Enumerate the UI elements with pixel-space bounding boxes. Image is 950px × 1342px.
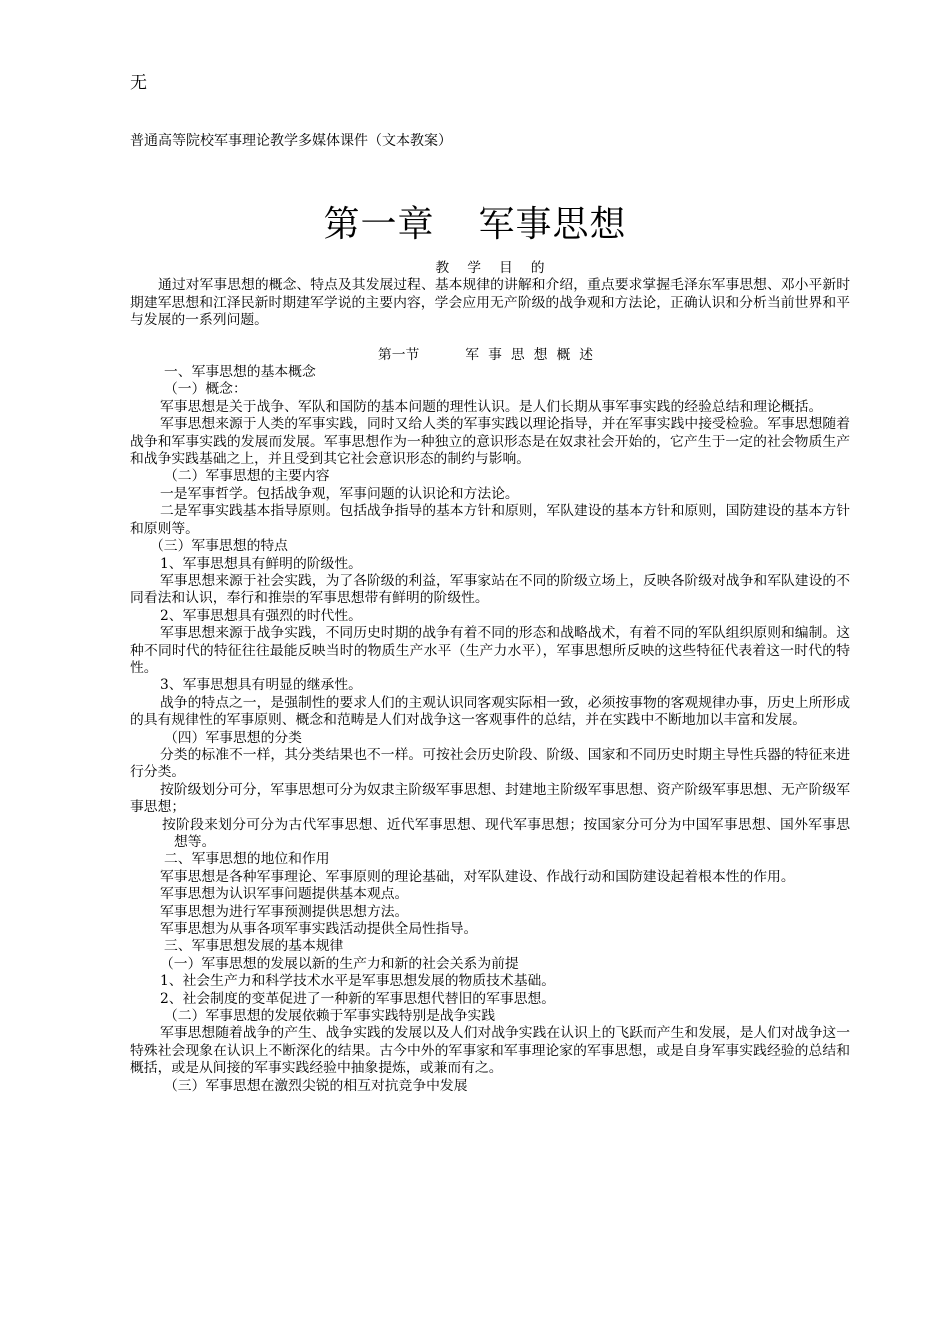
chapter-number: 第一章 (323, 204, 435, 245)
paragraph: 按阶段来划分可分为古代军事思想、近代军事思想、现代军事思想；按国家分可分为中国军事思想、国外军事思想等。 (162, 816, 850, 850)
heading-2: 二、军事思想的地位和作用 (164, 851, 330, 868)
objectives-heading: 教学目的 (435, 260, 563, 276)
heading-3: 三、军事思想发展的基本规律 (164, 938, 344, 955)
subheading: （三）军事思想的特点 (150, 538, 288, 555)
subheading: （三）军事思想在激烈尖锐的相互对抗竞争中发展 (164, 1077, 468, 1094)
subheading: （二）军事思想的发展依赖于军事实践特别是战争实践 (164, 1008, 496, 1025)
subheading: （二）军事思想的主要内容 (164, 468, 330, 485)
paragraph: 军事思想来源于人类的军事实践，同时又给人类的军事实践以理论指导，并在军事实践中接受检验。军事思想随着战争和军事实践的发展而发展。军事思想作为一种独立的意识形态是在奴隶社会开始的，它产生于一定的社会物质生产和战争实践基础之上，并且受到其它社会意识形态的制约与影响。 (130, 416, 850, 468)
paragraph: 二是军事实践基本指导原则。包括战争指导的基本方针和原则，军队建设的基本方针和原则，国防建设的基本方针和原则等。 (130, 503, 850, 537)
course-title: 普通高等院校军事理论教学多媒体课件（文本教案） (130, 133, 452, 149)
feature-item: 1、军事思想具有鲜明的阶级性。 (160, 555, 362, 572)
list-item: 1、社会生产力和科学技术水平是军事思想发展的物质技术基础。 (160, 973, 556, 990)
section-number: 第一节 (377, 346, 420, 363)
document-body (130, 260, 850, 1095)
paragraph: 军事思想为进行军事预测提供思想方法。 (160, 903, 409, 920)
paragraph: 军事思想随着战争的产生、战争实践的发展以及人们对战争实践在认识上的飞跃而产生和发展，是人们对战争这一特殊社会现象在认识上不断深化的结果。古今中外的军事家和军事理论家的军事思想，或是自身军事实践经验的总结和概括，或是从间接的军事实践经验中抽象提炼，或兼而有之。 (130, 1025, 850, 1077)
section-title: 军事思想概述 (465, 346, 603, 363)
chapter-name: 军事思想 (478, 204, 627, 245)
paragraph: 战争的特点之一，是强制性的要求人们的主观认识同客观实际相一致，必须按事物的客观规律办事，历史上所形成的具有规律性的军事原则、概念和范畴是人们对战争这一客观事件的总结，并在实践中不断地加以丰富和发展。 (130, 694, 850, 729)
paragraph: 分类的标准不一样，其分类结果也不一样。可按社会历史阶段、阶级、国家和不同历史时期主导性兵器的特征来进行分类。 (130, 746, 850, 781)
feature-item: 2、军事思想具有强烈的时代性。 (160, 607, 362, 624)
subheading: （一）概念： (164, 381, 247, 398)
chapter-title (0, 196, 950, 247)
paragraph: 军事思想是各种军事理论、军事原则的理论基础，对军队建设、作战行动和国防建设起着根本性的作用。 (160, 868, 795, 885)
paragraph: 军事思想来源于社会实践，为了各阶级的利益，军事家站在不同的阶级立场上，反映各阶级对战争和军队建设的不同看法和认识，奉行和推崇的军事思想带有鲜明的阶级性。 (130, 572, 850, 607)
paragraph: 按阶级划分可分，军事思想可分为奴隶主阶级军事思想、封建地主阶级军事思想、资产阶级军事思想、无产阶级军事思想； (130, 781, 850, 816)
list-item: 2、社会制度的变革促进了一种新的军事思想代替旧的军事思想。 (160, 990, 556, 1007)
feature-item: 3、军事思想具有明显的继承性。 (160, 677, 362, 694)
paragraph: 军事思想为认识军事问题提供基本观点。 (160, 886, 409, 903)
top-mark: 无 (130, 73, 147, 93)
objectives-text: 通过对军事思想的概念、特点及其发展过程、基本规律的讲解和介绍，重点要求掌握毛泽东军事思想、邓小平新时期建军思想和江泽民新时期建军学说的主要内容，学会应用无产阶级的战争观和方法论，正确认识和分析当前世界和平与发展的一系列问题。 (130, 277, 850, 329)
heading-1: 一、军事思想的基本概念 (164, 364, 316, 381)
paragraph: 一是军事哲学。包括战争观，军事问题的认识论和方法论。 (160, 485, 519, 502)
subheading: （一）军事思想的发展以新的生产力和新的社会关系为前提 (160, 955, 519, 972)
paragraph: 军事思想来源于战争实践，不同历史时期的战争有着不同的形态和战略战术，有着不同的军队组织原则和编制。这种不同时代的特征往往最能反映当时的物质生产水平（生产力水平），军事思想所反映的这些特征代表着这一时代的特性。 (130, 625, 850, 676)
paragraph: 军事思想是关于战争、军队和国防的基本问题的理性认识。是人们长期从事军事实践的经验总结和理论概括。 (160, 398, 823, 415)
paragraph: 军事思想为从事各项军事实践活动提供全局性指导。 (160, 921, 478, 938)
section-heading (130, 347, 850, 364)
subheading: （四）军事思想的分类 (164, 729, 302, 746)
